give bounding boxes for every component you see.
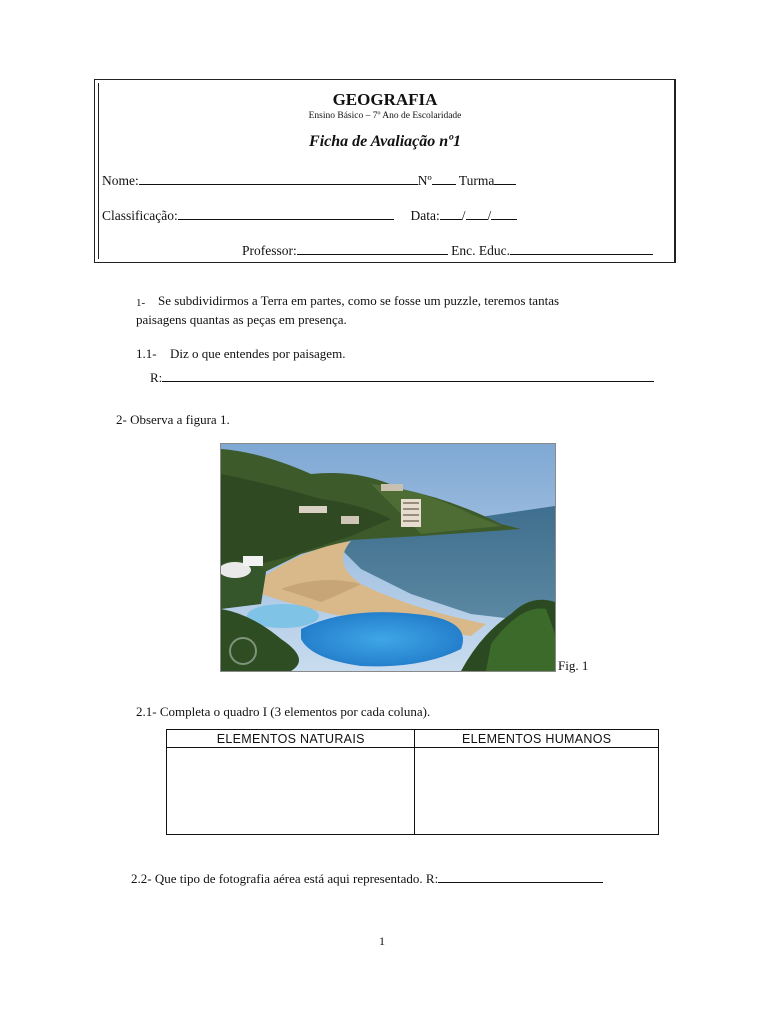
data-label: Data:	[410, 208, 440, 223]
professor-row	[242, 242, 653, 259]
q1-1-answer-field[interactable]	[162, 369, 654, 382]
classificacao-field[interactable]	[178, 207, 394, 220]
classificacao-row	[102, 207, 517, 224]
header-inner	[98, 83, 671, 259]
q2-2-text: 2.2- Que tipo de fotografia aérea está aqui representado. R:	[131, 871, 439, 886]
page-number: 1	[379, 934, 385, 948]
cell-humanos[interactable]	[415, 748, 659, 835]
fig-caption: Fig. 1	[558, 658, 589, 673]
page-subtitle: Ensino Básico – 7º Ano de Escolaridade	[308, 111, 462, 121]
quadro-i-table	[166, 729, 659, 835]
page-title: GEOGRAFIA	[332, 90, 438, 109]
cell-naturais[interactable]	[167, 748, 415, 835]
coastal-landscape-image	[221, 444, 555, 671]
turma-field[interactable]	[494, 172, 516, 185]
q2-2-row	[131, 870, 603, 887]
numero-label: Nº	[417, 173, 432, 188]
data-year-field[interactable]	[491, 207, 517, 220]
data-month-field[interactable]	[466, 207, 488, 220]
turma-label: Turma	[458, 173, 495, 188]
numero-field[interactable]	[432, 172, 456, 185]
data-day-field[interactable]	[440, 207, 462, 220]
sheet-title: Ficha de Avaliação nº1	[309, 133, 461, 150]
column-header-naturais: ELEMENTOS NATURAIS	[167, 730, 415, 748]
q1-1-text: Diz o que entendes por paisagem.	[170, 346, 346, 361]
data-sep-2: /	[487, 208, 492, 223]
nome-label: Nome:	[102, 173, 139, 188]
q1-1-answer-row	[150, 369, 654, 386]
q1-text-line2: paisagens quantas as peças em presença.	[136, 312, 347, 327]
q1-text-line1: Se subdividirmos a Terra em partes, como se fosse um puzzle, teremos tantas	[158, 293, 560, 308]
professor-field[interactable]	[297, 242, 448, 255]
classificacao-label: Classificação:	[102, 208, 178, 223]
header-box	[94, 79, 676, 263]
q2-2-answer-field[interactable]	[438, 870, 603, 883]
q1-1-number: 1.1-	[136, 346, 157, 361]
q2-1-text: 2.1- Completa o quadro I (3 elementos por cada coluna).	[136, 704, 431, 719]
q1-number: 1-	[136, 297, 146, 309]
enc-educ-label: Enc. Educ.	[451, 243, 510, 258]
enc-educ-field[interactable]	[510, 242, 653, 255]
q2-text: 2- Observa a figura 1.	[116, 412, 230, 427]
figure-1-photo	[220, 443, 556, 672]
data-sep-1: /	[461, 208, 466, 223]
nome-row	[102, 172, 516, 189]
column-header-humanos: ELEMENTOS HUMANOS	[415, 730, 659, 748]
professor-label: Professor:	[242, 243, 297, 258]
q1-1-answer-label: R:	[150, 370, 163, 385]
nome-field[interactable]	[139, 172, 418, 185]
